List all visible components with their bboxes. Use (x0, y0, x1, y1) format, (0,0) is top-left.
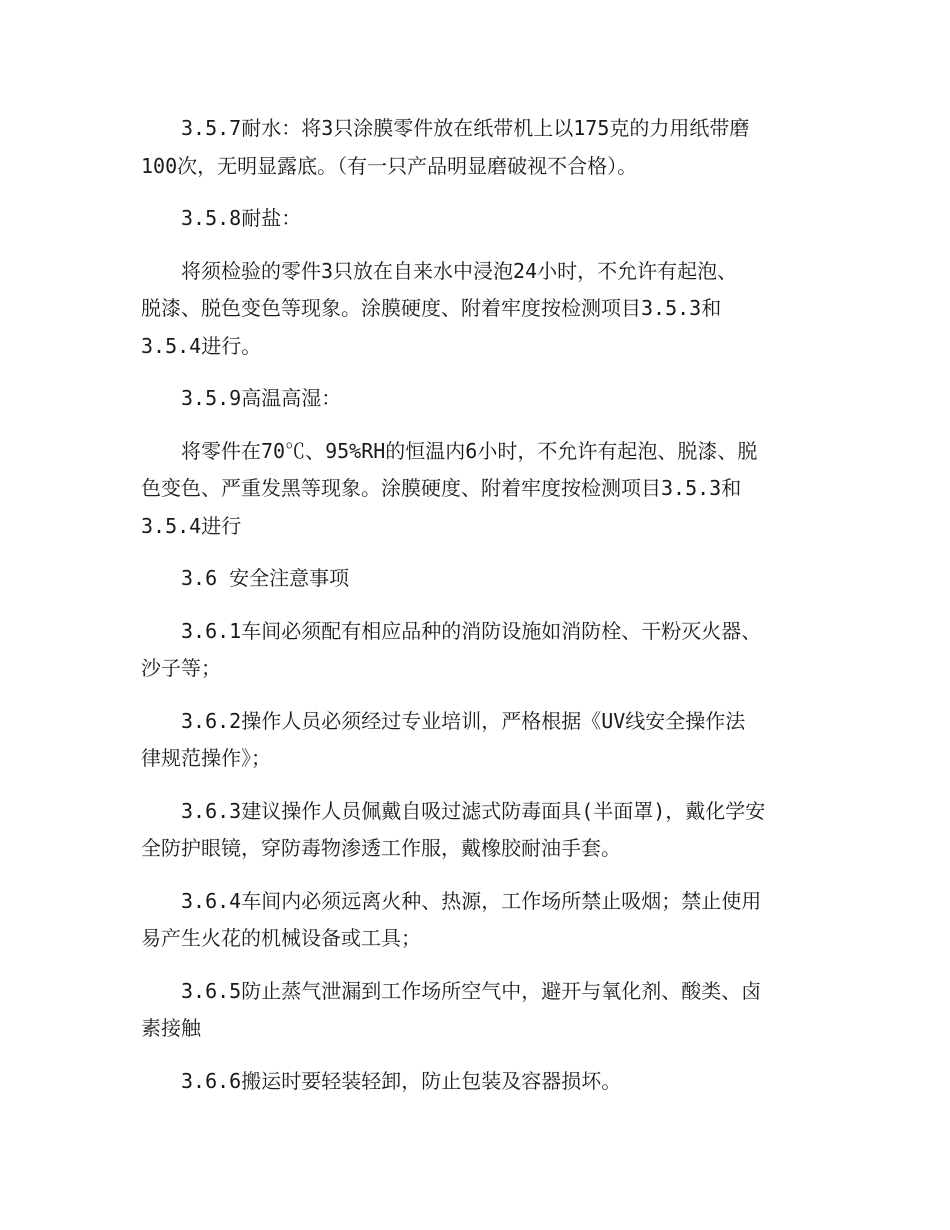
paragraph-3-5-8 (141, 253, 821, 366)
text-line: 3.5.4进行。 (141, 333, 262, 358)
text-line: 律规范操作》； (141, 746, 271, 770)
text-line: 素接触 (141, 1016, 201, 1040)
heading-3-5-9 (141, 380, 821, 418)
paragraph-3-6-3 (141, 793, 821, 868)
text-line: 3.6 安全注意事项 (181, 566, 350, 590)
text-line: 100次，无明显露底。（有一只产品明显磨破视不合格）。 (141, 153, 638, 178)
text-line: 3.5.8耐盐： (181, 206, 302, 230)
text-line: 沙子等； (141, 656, 221, 680)
text-line: 易产生火花的机械设备或工具； (141, 926, 421, 950)
text-line: 将零件在70℃、95%RH的恒温内6小时，不允许有起泡、脱漆、脱 (181, 438, 758, 463)
paragraph-3-6-5 (141, 973, 821, 1048)
heading-3-5-8 (141, 200, 821, 238)
paragraph-3-6-6 (141, 1063, 821, 1101)
text-line: 3.5.7耐水：将3只涂膜零件放在纸带机上以175克的力用纸带磨 (181, 116, 750, 140)
text-line: 3.6.6搬运时要轻装轻卸，防止包装及容器损坏。 (181, 1068, 622, 1093)
text-line: 3.5.9高温高湿： (181, 386, 342, 410)
paragraph-3-6-4 (141, 883, 821, 958)
text-line: 3.6.4车间内必须远离火种、热源，工作场所禁止吸烟；禁止使用 (181, 888, 762, 913)
heading-3-6 (141, 560, 821, 598)
text-line: 脱漆、脱色变色等现象。涂膜硬度、附着牢度按检测项目3.5.3和 (141, 296, 722, 320)
text-line: 色变色、严重发黑等现象。涂膜硬度、附着牢度按检测项目3.5.3和 (141, 476, 742, 500)
text-line: 3.6.2操作人员必须经过专业培训，严格根据《UV线安全操作法 (181, 708, 746, 733)
paragraph-3-5-9 (141, 433, 821, 546)
paragraph-3-6-2 (141, 703, 821, 778)
text-line: 3.5.4进行 (141, 513, 242, 538)
paragraph-3-5-7 (141, 110, 821, 185)
text-line: 3.6.3建议操作人员佩戴自吸过滤式防毒面具(半面罩)，戴化学安 (181, 798, 766, 823)
text-line: 3.6.5防止蒸气泄漏到工作场所空气中，避开与氧化剂、酸类、卤 (181, 978, 762, 1003)
text-line: 3.6.1车间必须配有相应品种的消防设施如消防栓、干粉灭火器、 (181, 618, 762, 643)
document-body (141, 110, 821, 1115)
text-line: 将须检验的零件3只放在自来水中浸泡24小时，不允许有起泡、 (181, 258, 738, 283)
paragraph-3-6-1 (141, 613, 821, 688)
text-line: 全防护眼镜，穿防毒物渗透工作服，戴橡胶耐油手套。 (141, 836, 621, 860)
